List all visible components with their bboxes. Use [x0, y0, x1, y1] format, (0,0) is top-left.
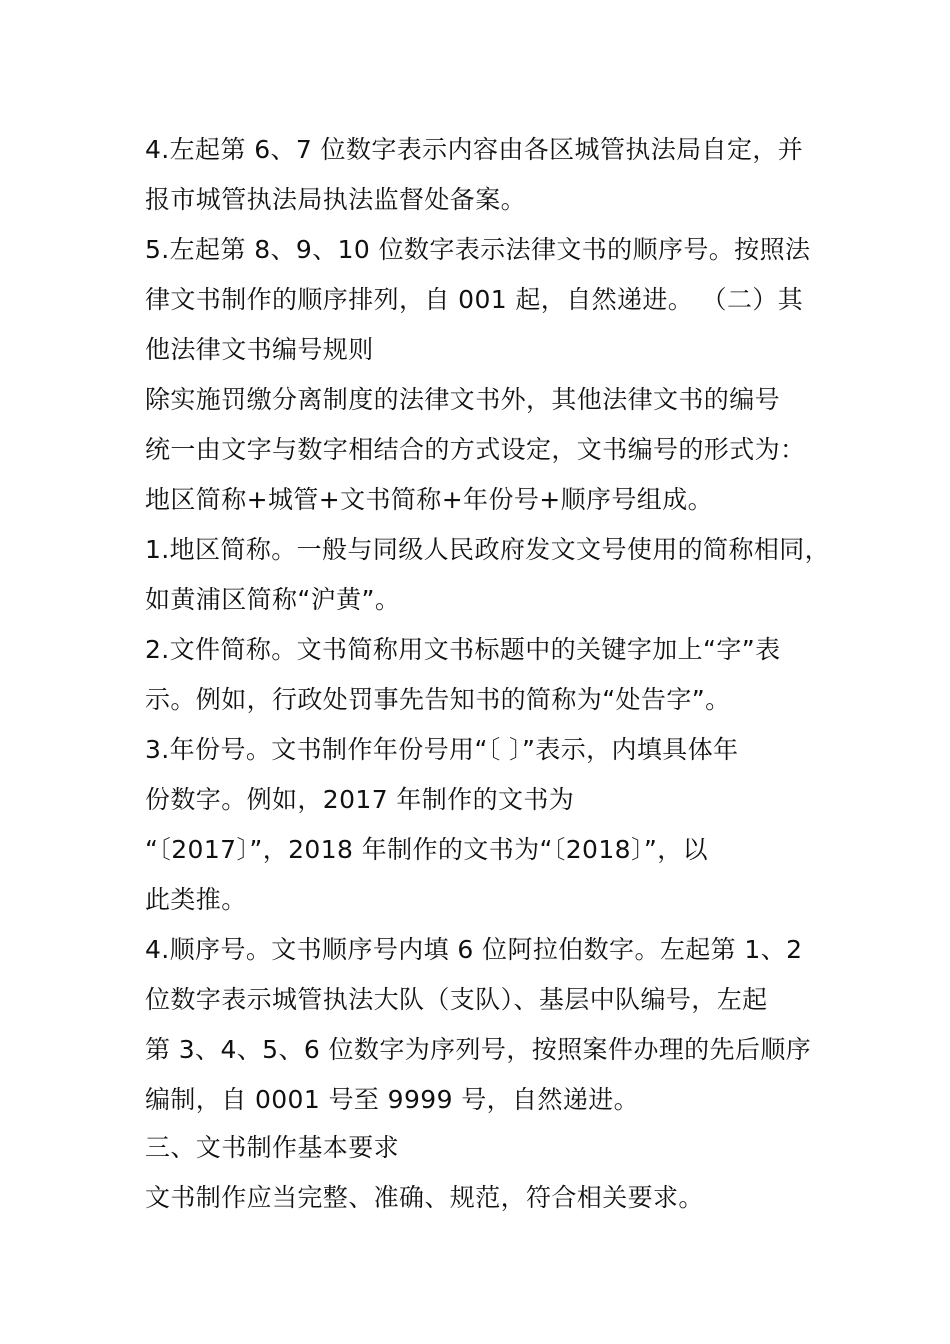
text-line: 1.地区简称。一般与同级人民政府发文文号使用的简称相同，	[145, 535, 831, 564]
text-line: 4.左起第 6、7 位数字表示内容由各区城管执法局自定，并	[145, 135, 804, 164]
text-line: 位数字表示城管执法大队（支队）、基层中队编号，左起	[145, 985, 768, 1014]
text-line: 文书制作应当完整、准确、规范，符合相关要求。	[145, 1183, 704, 1212]
text-line: 份数字。例如，2017 年制作的文书为	[145, 785, 575, 814]
text-line: 3.年份号。文书制作年份号用“〔 〕”表示，内填具体年	[145, 735, 739, 764]
text-line: 如黄浦区简称“沪黄”。	[145, 585, 401, 614]
text-line: 律文书制作的顺序排列，自 001 起，自然递进。 （二）其	[145, 285, 804, 314]
text-line: 此类推。	[145, 885, 247, 914]
text-line: 除实施罚缴分离制度的法律文书外，其他法律文书的编号	[145, 385, 781, 414]
text-line: “〔2017〕”，2018 年制作的文书为“〔2018〕”，以	[145, 835, 709, 864]
text-line: 编制，自 0001 号至 9999 号，自然递进。	[145, 1085, 640, 1114]
text-line: 第 3、4、5、6 位数字为序列号，按照案件办理的先后顺序	[145, 1035, 812, 1064]
text-line: 地区简称+城管+文书简称+年份号+顺序号组成。	[145, 485, 713, 514]
text-line: 5.左起第 8、9、10 位数字表示法律文书的顺序号。按照法	[145, 235, 811, 264]
text-line: 示。例如，行政处罚事先告知书的简称为“处告字”。	[145, 685, 731, 714]
text-line: 2.文件简称。文书简称用文书标题中的关键字加上“字”表	[145, 635, 781, 664]
text-line: 4.顺序号。文书顺序号内填 6 位阿拉伯数字。左起第 1、2	[145, 935, 803, 964]
text-line: 报市城管执法局执法监督处备案。	[145, 185, 527, 214]
text-line: 他法律文书编号规则	[145, 335, 374, 364]
text-line: 统一由文字与数字相结合的方式设定，文书编号的形式为：	[145, 435, 806, 464]
section-heading: 三、文书制作基本要求	[145, 1133, 400, 1162]
